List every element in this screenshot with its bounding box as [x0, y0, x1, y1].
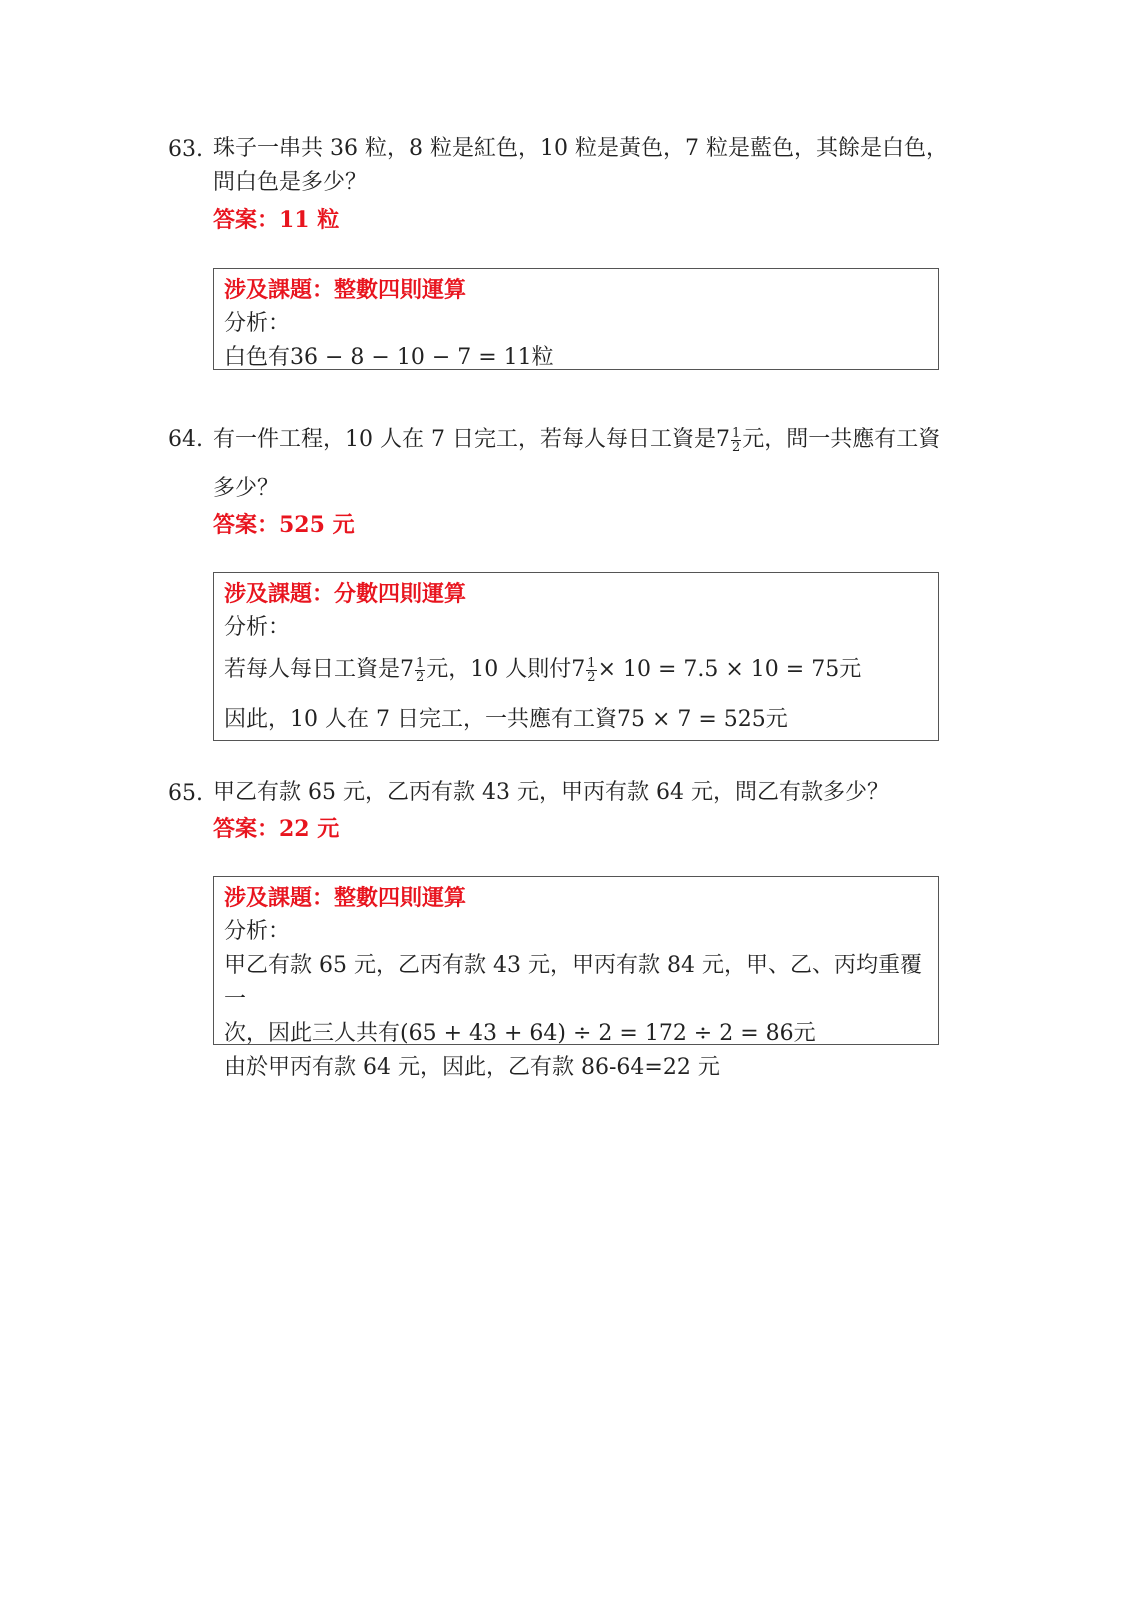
question-text-line: 多少？ — [213, 476, 280, 501]
question-number: 63. — [168, 137, 203, 162]
question-text-line: 有一件工程，10 人在 7 日完工，若每人每日工資是7 $\frac{1}{2}$ 元，問一共應有工資 — [213, 425, 941, 455]
answer: 答案：525 元 — [213, 512, 355, 538]
question-text-line: 珠子一串共 36 粒，8 粒是紅色，10 粒是黃色，7 粒是藍色，其餘是白色， — [213, 136, 948, 161]
analysis-line: 甲乙有款 65 元，乙丙有款 43 元，甲丙有款 84 元，甲、乙、丙均重覆一 — [224, 953, 922, 1012]
answer: 答案：22 元 — [213, 816, 340, 842]
fraction: $\frac{1}{2}$ — [587, 655, 596, 685]
question-text-line: 問白色是多少？ — [213, 170, 368, 195]
analysis-line: 因此，10 人在 7 日完工，一共應有工資75 × 7 = 525元 — [224, 707, 788, 732]
question-text — [213, 418, 953, 462]
answer: 答案：11 粒 — [213, 207, 340, 233]
question-number: 64. — [168, 427, 203, 452]
analysis-line: 次，因此三人共有(65 + 43 + 64) ÷ 2 = 172 ÷ 2 = 86元 — [224, 1021, 816, 1046]
analysis-line: 由於甲丙有款 64 元，因此，乙有款 86-64=22 元 — [224, 1055, 720, 1080]
analysis-label: 分析： — [224, 919, 291, 944]
fraction: $\frac{1}{2}$ — [731, 425, 741, 455]
analysis-line: 白色有36 − 8 − 10 − 7 = 11粒 — [224, 345, 554, 370]
analysis-box — [213, 268, 939, 370]
question-text: 甲乙有款 65 元，乙丙有款 43 元，甲丙有款 64 元，問乙有款多少？ — [213, 780, 889, 805]
analysis-box — [213, 572, 939, 741]
analysis-label: 分析： — [224, 615, 291, 640]
analysis-box — [213, 876, 939, 1080]
question-text — [213, 132, 953, 200]
fraction: $\frac{1}{2}$ — [416, 655, 425, 685]
analysis-label: 分析： — [224, 311, 291, 336]
question-number: 65. — [168, 781, 203, 806]
analysis-line: 若每人每日工資是7 $\frac{1}{2}$ 元，10 人則付7 $\frac{1}{2}$ × 10 = 7.5 × 10 = 75元 — [224, 655, 862, 685]
topic-heading: 涉及課題：分數四則運算 — [224, 581, 467, 607]
topic-heading: 涉及課題：整數四則運算 — [224, 277, 467, 303]
topic-heading: 涉及課題：整數四則運算 — [224, 885, 467, 911]
